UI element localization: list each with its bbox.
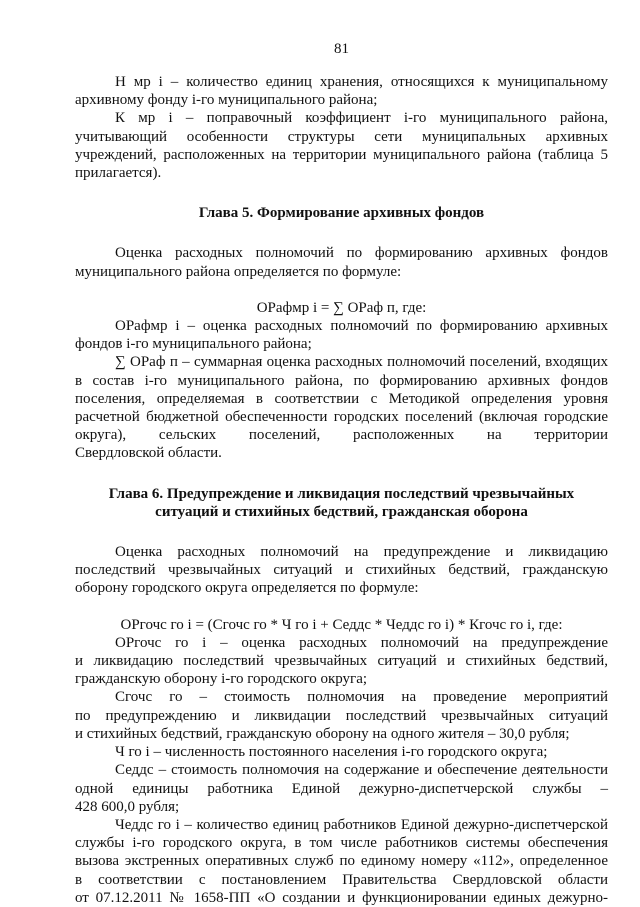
text-line: одной единицы работника Единой дежурно-диспетчерской службы – <box>75 780 608 797</box>
chapter-6-formula: ОРгочс го i = (Сгочс го * Ч го i + Седдс * Чеддс го i) * Кгочс го i, где: <box>120 616 563 633</box>
text-line: расчетной бюджетной обеспеченности городских поселений (включая городские <box>75 409 608 426</box>
text-line: 428 600,0 рубля; <box>75 798 180 815</box>
chapter-6-definition-3: Ч го i – численность постоянного населения i-го городского округа; <box>115 744 548 761</box>
text-line: и ликвидацию последствий чрезвычайных ситуаций и стихийных бедствий, <box>75 653 608 670</box>
chapter-5-formula: ОРафмр i = ∑ ОРаф п, где: <box>256 299 427 316</box>
text-line: архивному фонду i-го муниципального района; <box>75 92 378 109</box>
text-line: гражданскую оборону i-го городского округа; <box>75 671 368 688</box>
text-line: учитывающий особенности структуры сети муниципальных архивных <box>75 128 608 145</box>
text-line: учреждений, расположенных на территории муниципального района (таблица 5 <box>75 146 608 163</box>
chapter-6-intro <box>75 543 608 598</box>
chapter-6-definition-4 <box>75 761 608 816</box>
text-line: в состав i-го муниципального района, по формированию архивных фондов <box>75 372 608 389</box>
text-line: поселения, определяемая в соответствии с Методикой определения уровня <box>75 390 608 407</box>
text-line: Оценка расходных полномочий на предупреждение и ликвидацию <box>115 544 608 561</box>
text-line: К мр i – поправочный коэффициент i-го муниципального района, <box>115 110 608 127</box>
text-line: последствий чрезвычайных ситуаций и стихийных бедствий, гражданскую <box>75 562 608 579</box>
text-line: прилагается). <box>75 165 162 182</box>
chapter-5-definition-2 <box>75 353 608 462</box>
text-line: Седдс – стоимость полномочия на содержание и обеспечение деятельности <box>115 762 608 779</box>
definition-k-mr <box>75 109 608 182</box>
text-line: ∑ ОРаф п – суммарная оценка расходных полномочий поселений, входящих <box>115 354 608 371</box>
definition-n-mr <box>75 73 608 109</box>
text-line: от 07.12.2011 № 1658-ПП «О создании и функционировании единых дежурно- <box>75 889 608 906</box>
text-line: службы i-го городского округа, в том числе работников системы обеспечения <box>75 835 608 852</box>
text-line: Сгочс го – стоимость полномочия на проведение мероприятий <box>115 689 608 706</box>
chapter-5-title: Глава 5. Формирование архивных фондов <box>198 205 485 222</box>
text-line: ОРафмр i – оценка расходных полномочий по формированию архивных <box>115 318 608 335</box>
chapter-5-intro <box>75 244 608 280</box>
text-line: ОРгочс го i – оценка расходных полномочий на предупреждение <box>115 634 608 651</box>
text-line: округа), сельских поселений, расположенных на территории <box>75 427 608 444</box>
text-line: и стихийных бедствий, гражданскую оборону на одного жителя – 30,0 рубля; <box>75 725 570 742</box>
chapter-6-definition-5 <box>75 816 608 907</box>
chapter-6-definition-2 <box>75 688 608 743</box>
text-line: в соответствии с постановлением Правительства Свердловской области <box>75 871 608 888</box>
chapter-5-definition-1 <box>75 317 608 353</box>
text-line: по предупреждению и ликвидации последствий чрезвычайных ситуаций <box>75 707 608 724</box>
text-line: Н мр i – количество единиц хранения, относящихся к муниципальному <box>115 74 608 90</box>
text-line: оборону городского округа определяется по формуле: <box>75 580 419 597</box>
chapter-6-title <box>75 485 608 521</box>
text-line: муниципального района определяется по формуле: <box>75 263 402 280</box>
text-line: вызова экстренных оперативных служб по единому номеру «112», определенное <box>75 853 608 870</box>
title-line: ситуаций и стихийных бедствий, гражданская оборона <box>155 503 528 520</box>
chapter-6-definition-1 <box>75 634 608 689</box>
text-line: фондов i-го муниципального района; <box>75 336 312 353</box>
text-line: Оценка расходных полномочий по формированию архивных фондов <box>115 245 608 262</box>
text-line: Чеддс го i – количество единиц работников Единой дежурно-диспетчерской <box>115 816 608 833</box>
page-number: 81 <box>334 41 349 57</box>
text-line: Свердловской области. <box>75 445 222 462</box>
title-line: Глава 6. Предупреждение и ликвидация последствий чрезвычайных <box>108 485 575 502</box>
